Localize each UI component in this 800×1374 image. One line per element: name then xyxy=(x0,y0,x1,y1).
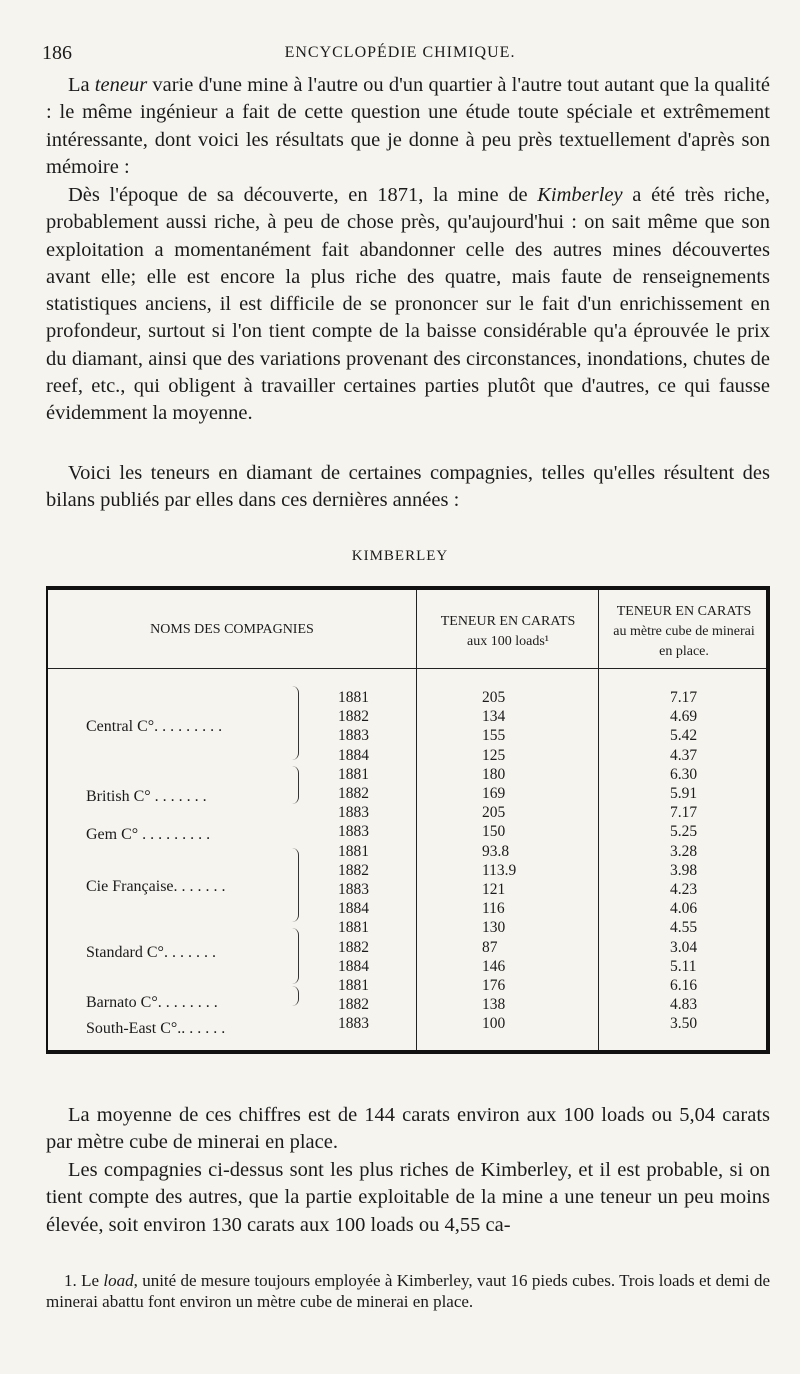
paragraph-teneur xyxy=(46,72,770,181)
column-divider xyxy=(598,590,599,1050)
table-cell-carats-100-loads: 176 xyxy=(482,977,506,994)
bracket xyxy=(292,686,299,760)
column-divider xyxy=(416,590,417,1050)
bracket xyxy=(292,848,299,922)
table-cell-carats-100-loads: 138 xyxy=(482,996,506,1014)
header-line: aux 100 loads¹ xyxy=(467,634,549,649)
table-cell-carats-100-loads: 146 xyxy=(482,957,506,975)
bracket xyxy=(292,928,299,984)
bracket xyxy=(292,766,299,804)
company-gem: Gem C° . . . . . . . . . xyxy=(86,826,211,843)
table-cell-year: 1882 xyxy=(338,708,369,726)
table-cell-carats-100-loads: 134 xyxy=(482,708,506,726)
table-cell-carats-100-loads: 150 xyxy=(482,823,506,841)
company-central: Central C°. . . . . . . . . xyxy=(86,718,223,735)
paragraph-kimberley-history xyxy=(46,182,770,428)
table-caption: KIMBERLEY xyxy=(351,548,449,564)
text-run: varie d'une mine à l'autre ou d'un quartier à l'autre tout autant que la qualité : le même ingénieur a fait de cette question une étude toute spéciale et extrêmement intéressante, dont voici les résultats que je donne à peu près textuellement d'après son mémoire : xyxy=(46,74,770,178)
table-cell-carats-m3: 4.06 xyxy=(670,900,698,918)
table-cell-year: 1881 xyxy=(338,689,369,706)
table-cell-carats-m3: 5.42 xyxy=(670,727,698,745)
table-cell-year: 1884 xyxy=(338,900,369,918)
footnote xyxy=(46,1270,770,1312)
table-cell-carats-m3: 7.17 xyxy=(670,689,698,706)
text-run: 1. Le xyxy=(64,1271,104,1290)
table-cell-year: 1882 xyxy=(338,861,369,879)
header-carats-per-100-loads xyxy=(418,612,598,652)
italic-term: Kimberley xyxy=(537,184,623,206)
table-cell-carats-m3: 5.25 xyxy=(670,823,698,841)
table-cell-carats-m3: 6.30 xyxy=(670,765,698,783)
text-run: a été très riche, probablement aussi riche, à peu de chose près, qu'aujourd'hui : on sait même que son exploitation a momentanément fait abandonner celle des autres mines découvertes avant elle; elle est encore la plus riche des quatre, mais faute de renseignements statistiques anciens, il est difficile de se prononcer sur le fait d'un enrichissement en profondeur, surtout si l'on tient compte de la baisse considérable qu'a éprouvée le prix du diamant, ainsi que des variations provenant des circonstances, inondations, chutes de reef, etc., qui obligent à travailler certaines parties plutôt que d'autres, ce qui fausse évidemment la moyenne. xyxy=(46,184,771,425)
table-cell-year: 1882 xyxy=(338,785,369,802)
table-cell-carats-m3: 3.98 xyxy=(670,861,698,879)
kimberley-table xyxy=(46,586,770,1054)
table-cell-carats-m3: 4.23 xyxy=(670,881,698,898)
italic-term: teneur xyxy=(94,74,148,96)
table-cell-year: 1882 xyxy=(338,938,369,956)
page-number: 186 xyxy=(42,42,72,64)
header-companies: NOMS DES COMPAGNIES xyxy=(150,622,314,637)
table-cell-year: 1883 xyxy=(338,823,369,841)
table-cell-year: 1883 xyxy=(338,804,369,822)
paragraph-intro-table: Voici les teneurs en diamant de certaines compagnies, telles qu'elles résultent des bilans publiés par elles dans ces dernières années : xyxy=(46,462,770,512)
company-south-east: South-East C°.. . . . . . xyxy=(86,1020,226,1037)
table-cell-year: 1881 xyxy=(338,919,369,937)
table-cell-carats-100-loads: 155 xyxy=(482,727,506,745)
header-line: TENEUR EN CARATS xyxy=(440,614,576,629)
header-line: en place. xyxy=(659,644,709,659)
header-divider xyxy=(48,668,766,669)
paragraph-conclusion: Les compagnies ci-dessus sont les plus riches de Kimberley, et il est probable, si on tient compte des autres, que la partie exploitable de la mine a une teneur un peu moins élevée, soit environ 130 carats aux 100 loads ou 4,55 ca- xyxy=(46,1159,770,1236)
page-header xyxy=(40,40,760,66)
table-cell-year: 1881 xyxy=(338,842,369,860)
table-cell-year: 1883 xyxy=(338,1015,369,1033)
table-cell-carats-m3: 4.83 xyxy=(670,996,698,1014)
table-cell-carats-m3: 5.11 xyxy=(670,957,697,975)
table-cell-year: 1881 xyxy=(338,977,369,994)
table-cell-carats-100-loads: 100 xyxy=(482,1015,506,1033)
table-cell-carats-m3: 4.37 xyxy=(670,746,698,764)
table-cell-year: 1884 xyxy=(338,746,369,764)
running-title: ENCYCLOPÉDIE CHIMIQUE. xyxy=(284,44,516,61)
header-carats-per-m3 xyxy=(600,602,768,662)
company-francaise: Cie Française. . . . . . . xyxy=(86,878,226,895)
company-barnato: Barnato C°. . . . . . . . xyxy=(86,994,218,1011)
table-cell-carats-100-loads: 116 xyxy=(482,900,505,918)
text-run: Dès l'époque de sa découverte, en 1871, la mine de xyxy=(68,184,538,206)
text-run: , unité de mesure toujours employée à Kimberley, vaut 16 pieds cubes. Trois loads et demi de minerai abattu font environ un mètre cube de minerai en place. xyxy=(46,1271,770,1311)
table-cell-carats-100-loads: 125 xyxy=(482,746,506,764)
table-cell-year: 1883 xyxy=(338,727,369,745)
table-cell-carats-m3: 3.28 xyxy=(670,842,698,860)
table-cell-carats-m3: 6.16 xyxy=(670,977,698,994)
company-british: British C° . . . . . . . xyxy=(86,788,207,805)
table-cell-carats-100-loads: 121 xyxy=(482,881,506,898)
table-cell-carats-m3: 3.04 xyxy=(670,938,698,956)
table-cell-carats-100-loads: 93.8 xyxy=(482,842,510,860)
table-cell-carats-m3: 4.69 xyxy=(670,708,698,726)
table-cell-carats-100-loads: 205 xyxy=(482,689,506,706)
table-cell-carats-100-loads: 205 xyxy=(482,804,506,822)
table-cell-carats-100-loads: 130 xyxy=(482,919,506,937)
table-cell-carats-m3: 4.55 xyxy=(670,919,698,937)
header-line: TENEUR EN CARATS xyxy=(616,604,752,619)
table-cell-carats-m3: 3.50 xyxy=(670,1015,698,1033)
table-cell-year: 1881 xyxy=(338,765,369,783)
table-cell-year: 1884 xyxy=(338,957,369,975)
header-line: au mètre cube de minerai xyxy=(613,624,755,639)
table-cell-year: 1883 xyxy=(338,881,369,898)
table-cell-carats-m3: 7.17 xyxy=(670,804,698,822)
table-cell-year: 1882 xyxy=(338,996,369,1014)
italic-term: load xyxy=(103,1271,134,1290)
table-cell-carats-m3: 5.91 xyxy=(670,785,698,802)
paragraph-average: La moyenne de ces chiffres est de 144 carats environ aux 100 loads ou 5,04 carats par mètre cube de minerai en place. xyxy=(46,1104,770,1154)
text-run: La xyxy=(68,74,95,96)
table-cell-carats-100-loads: 169 xyxy=(482,785,506,802)
table-cell-carats-100-loads: 87 xyxy=(482,938,498,956)
bracket xyxy=(292,986,299,1006)
table-cell-carats-100-loads: 180 xyxy=(482,765,506,783)
table-cell-carats-100-loads: 113.9 xyxy=(482,861,517,879)
company-standard: Standard C°. . . . . . . xyxy=(86,944,216,961)
